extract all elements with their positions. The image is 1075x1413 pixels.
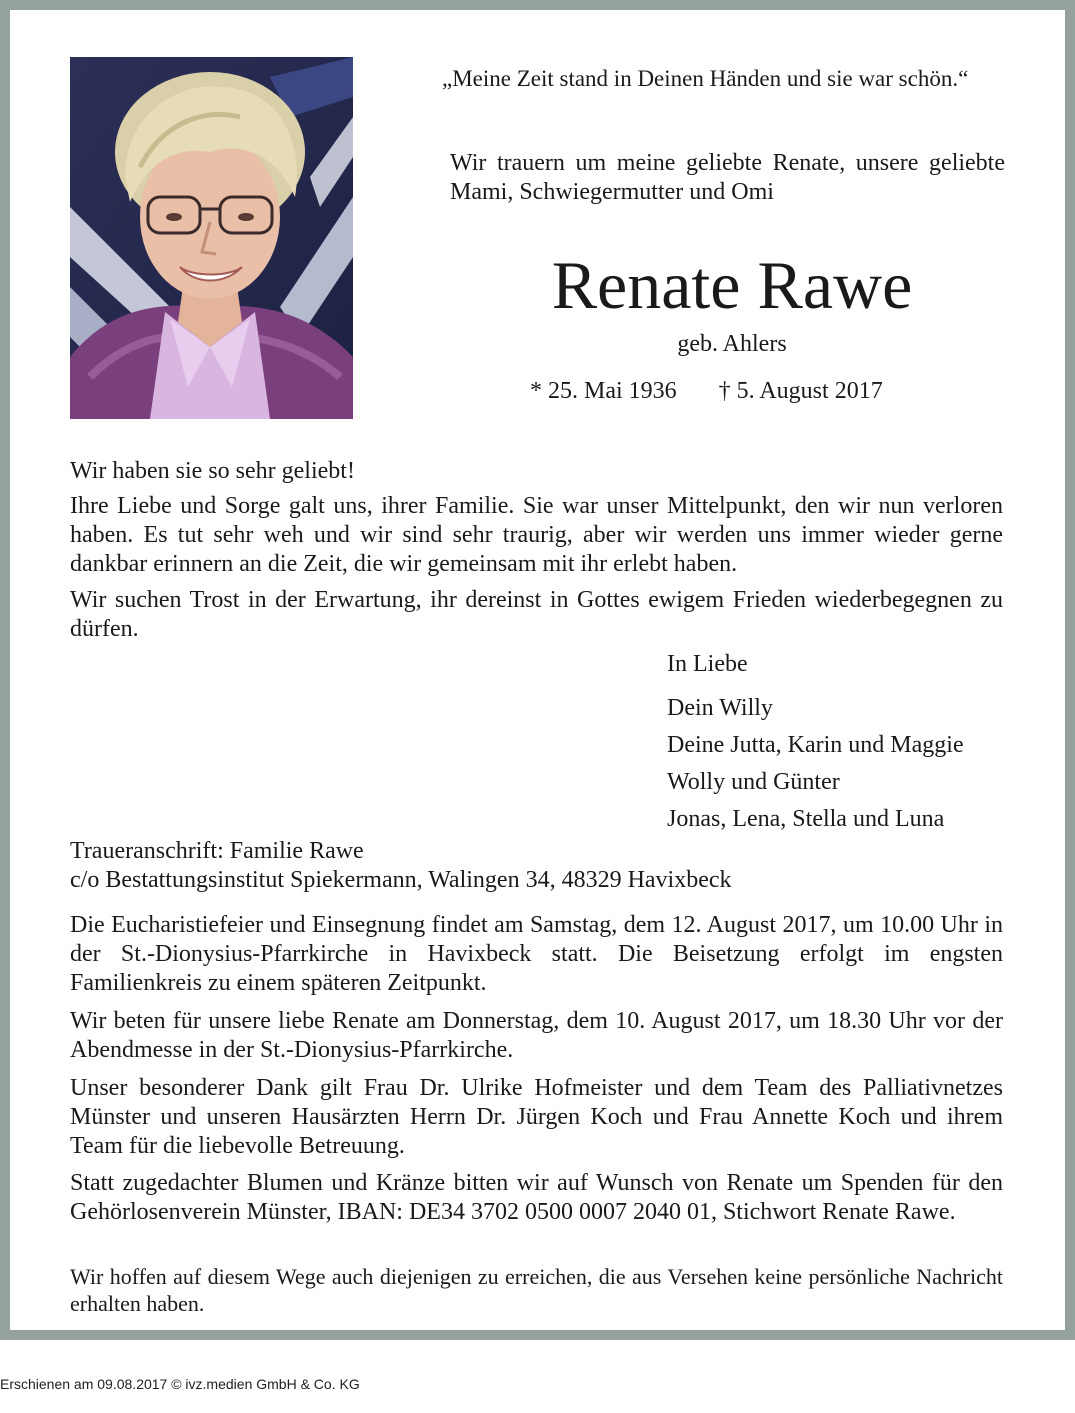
death-date: † 5. August 2017 (718, 378, 883, 404)
portrait-photo (70, 57, 353, 419)
publication-footer: Erschienen am 09.08.2017 © ivz.medien GmbH & Co. KG (0, 1376, 360, 1392)
deceased-name: Renate Rawe (551, 247, 913, 323)
intro-text: Wir trauern um meine geliebte Renate, unsere geliebte Mami, Schwiegermutter und Omi (450, 150, 1005, 205)
closing-note: Wir hoffen auf diesem Wege auch diejenigen zu erreichen, die aus Versehen keine persönliche Nachricht erhalten haben. (70, 1264, 1003, 1316)
address-line-1: Traueranschrift: Familie Rawe (70, 838, 364, 864)
text-paragraph-1: Wir haben sie so sehr geliebt! (70, 458, 355, 484)
quote: „Meine Zeit stand in Deinen Händen und sie war schön.“ (442, 66, 969, 91)
signature-line: Wolly und Günter (667, 769, 840, 795)
text-paragraph-2: Ihre Liebe und Sorge galt uns, ihrer Familie. Sie war unser Mittelpunkt, den wir nun verloren haben. Es tut sehr weh und wir sind sehr traurig, aber wir werden uns immer wieder gerne dankbar erinnern an die Zeit, die wir gemeinsam mit ihr erlebt haben. (70, 493, 1003, 577)
prayer-info: Wir beten für unsere liebe Renate am Donnerstag, dem 10. August 2017, um 18.30 Uhr vor der Abendmesse in der St.-Dionysius-Pfarrkirche. (70, 1008, 1003, 1063)
maiden-name: geb. Ahlers (677, 331, 787, 357)
service-info: Die Eucharistiefeier und Einsegnung findet am Samstag, dem 12. August 2017, um 10.00 Uhr in der St.-Dionysius-Pfarrkirche in Havixbeck statt. Die Beisetzung erfolgt im engsten Familienkreis zu einem späteren Zeitpunkt. (70, 912, 1003, 996)
text-paragraph-3: Wir suchen Trost in der Erwartung, ihr dereinst in Gottes ewigem Frieden wiederbegegnen zu dürfen. (70, 587, 1003, 642)
address-line-2: c/o Bestattungsinstitut Spiekermann, Walingen 34, 48329 Havixbeck (70, 867, 732, 893)
birth-date: * 25. Mai 1936 (530, 378, 677, 404)
signature-line: Jonas, Lena, Stella und Luna (667, 806, 945, 832)
life-dates (530, 376, 1010, 406)
signature-greeting: In Liebe (667, 651, 748, 677)
signature-line: Dein Willy (667, 695, 773, 721)
donation-text: Statt zugedachter Blumen und Kränze bitten wir auf Wunsch von Renate um Spenden für den Gehörlosenverein Münster, IBAN: DE34 3702 0500 0007 2040 01, Stichwort Renate Rawe. (70, 1170, 1003, 1225)
thanks-text: Unser besonderer Dank gilt Frau Dr. Ulrike Hofmeister und dem Team des Palliativnetzes Münster und unseren Hausärzten Herrn Dr. Jürgen Koch und Frau Annette Koch und ihrem Team für die liebevolle Betreuung. (70, 1075, 1003, 1159)
mourning-address (70, 837, 1003, 895)
signature-line: Deine Jutta, Karin und Maggie (667, 732, 964, 758)
